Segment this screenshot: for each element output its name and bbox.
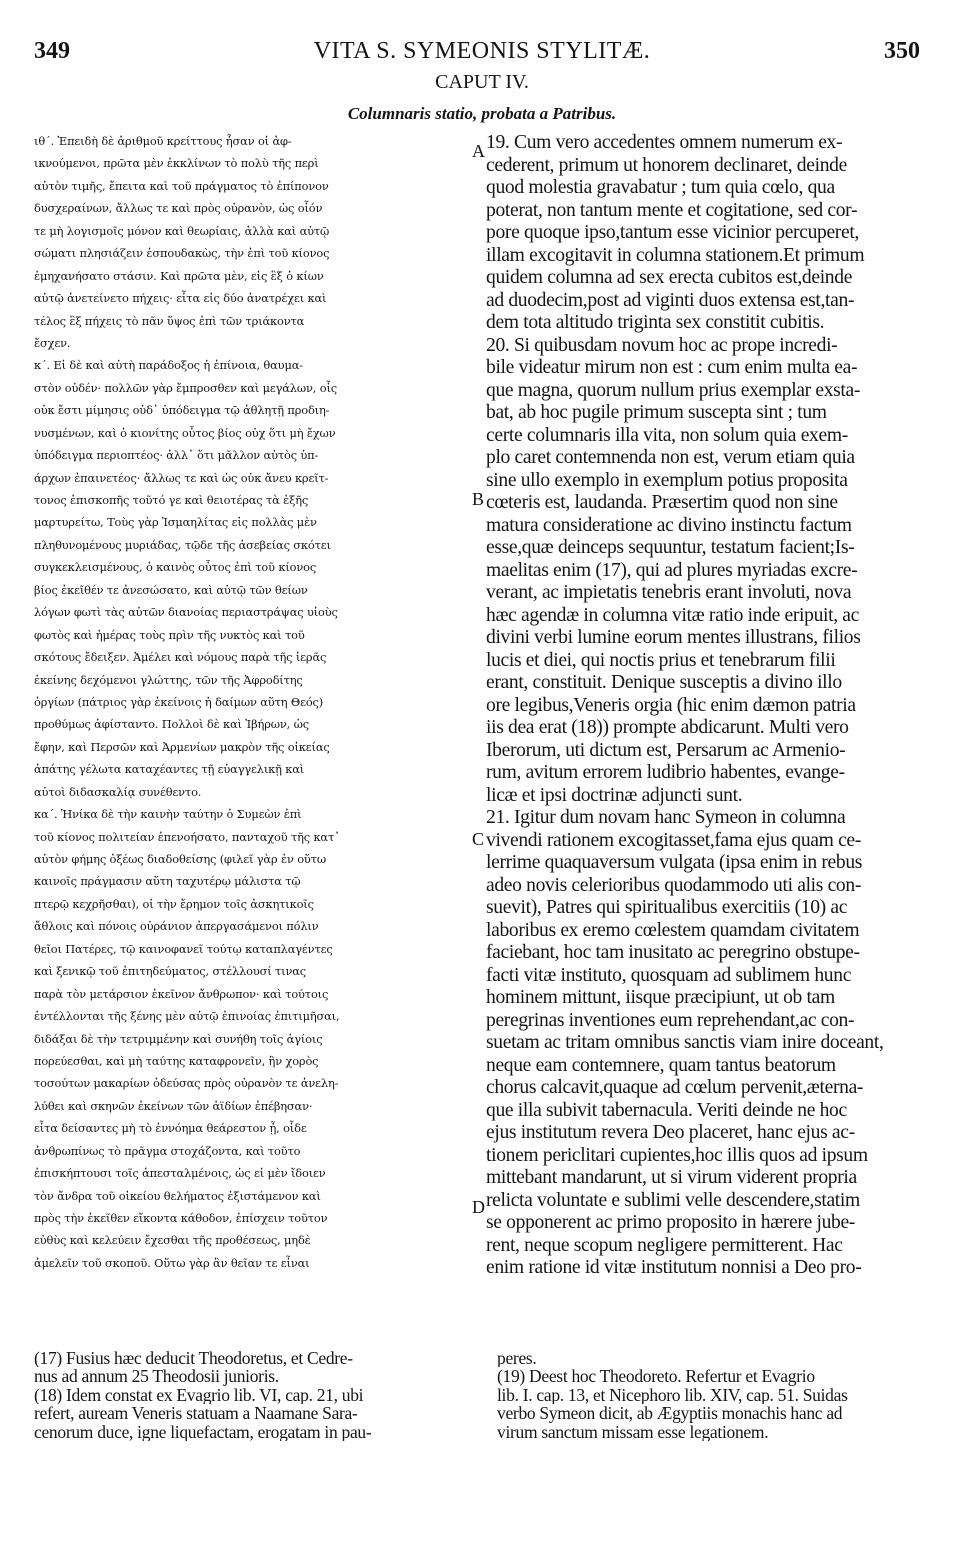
margin-marker-d: D	[472, 1197, 485, 1217]
latin-text-line: vivendi rationem excogitasset,fama ejus quam ce-	[486, 829, 861, 851]
latin-text-line: laboribus ex eremo cœlestem quamdam civitatem	[486, 919, 860, 941]
greek-text-line: οὐκ ἔστι μίμησις οὐδ᾽ ὑπόδειγμα τῷ ἀθλητῇ προδιη-	[34, 403, 330, 418]
greek-text-line: τοῦ κίονος πολιτείαν ἐπενοήσατο, πανταχοῦ τῆς κατ᾽	[34, 829, 340, 844]
latin-text-line: facti vitæ instituto, quosquam ad sublimem hunc	[486, 964, 852, 986]
greek-text-line: τε μὴ λογισμοῖς μόνον καὶ θεωρίαις, ἀλλὰ καὶ αὐτῷ	[34, 223, 330, 238]
chapter-subtitle: Columnaris statio, probata a Patribus.	[347, 104, 617, 123]
footnote-line: nus ad annum 25 Theodosii junioris.	[34, 1367, 279, 1386]
greek-text-line: μαρτυρείτω, Τοὺς γὰρ Ἰσμαηλίτας εἰς πολλὰς μὲν	[34, 515, 317, 530]
greek-text-line: προθύμως ἀφίσταντο. Πολλοὶ δὲ καὶ Ἰβήρων, ὡς	[34, 717, 309, 732]
greek-text-line: ἔφην, καὶ Περσῶν καὶ Ἀρμενίων μακρὸν τῆς οἰκείας	[34, 739, 330, 754]
chapter-title: CAPUT IV.	[435, 71, 529, 93]
greek-text-line: τοσούτων μακαρίων ὁδεύσας πρὸς οὐρανὸν τε ἀνελη-	[34, 1076, 339, 1091]
footnote-line: virum sanctum missam esse legationem.	[497, 1422, 769, 1441]
latin-text-line: esse,quæ deinceps sequuntur, testatum facient;Is-	[486, 537, 855, 558]
greek-text-line: ὀργίων (πάτριος γὰρ ἐκείνοις ἡ δαίμων αὕτη Θεός)	[34, 694, 324, 709]
greek-text-line: διδάξαι δὲ τὴν τετριμμένην καὶ συνήθη τοῖς ἁγίοις	[34, 1031, 323, 1046]
latin-text-line: 21. Igitur dum novam hanc Symeon in columna	[486, 807, 846, 828]
greek-text-line: ἐπισκήπτουσι τοῖς ἀπεσταλμένοις, ὡς εἰ μὲν ἴδοιεν	[34, 1166, 326, 1181]
latin-text-line: pore quoque ipso,tantum esse vicinior percuperet,	[486, 222, 859, 243]
footnote-line: (19) Deest hoc Theodoreto. Refertur et Evagrio	[497, 1367, 815, 1386]
greek-text-line: λύθει καὶ σκηνῶν ἐκείνων τῶν ἀϊδίων ἐπέβησαν·	[34, 1098, 313, 1113]
greek-text-line: ἄθλοις καὶ πόνοις οὐράνιον ἀπεργασάμενοι πόλιν	[34, 919, 319, 934]
greek-text-line: ἀνθρωπίνως τὸ πρᾶγμα στοχάζοντα, καὶ τοῦτο	[34, 1143, 301, 1158]
greek-text-line: ἀπάτης γέλωτα καταχέαντες τῇ εὐαγγελικῇ καὶ	[34, 762, 305, 777]
greek-text-line: εὐθὺς καὶ κελεύειν ἔχεσθαι τῆς προθέσεως, μηδὲ	[34, 1233, 311, 1248]
page-number-left: 349	[34, 38, 70, 64]
greek-text-line: τονος ἐπισκοπῆς τοῦτό γε καὶ θειοτέρας τὰ ἑξῆς	[34, 493, 309, 507]
latin-text-line: bile videatur mirum non est : cum enim multa ea-	[486, 357, 858, 378]
greek-text-line: λόγων φωτὶ τὰς αὐτῶν διανοίας περιαστράψας υἱοὺς	[34, 605, 338, 620]
latin-text-line: quidem columna ad sex erecta cubitos est,deinde	[486, 267, 853, 288]
latin-text-line: illam excogitavit in columna stationem.Et primum	[486, 244, 865, 266]
footnote-line: lib. I. cap. 13, et Nicephoro lib. XIV, cap. 51. Suidas	[497, 1385, 848, 1405]
latin-text-line: peregrinas inventiones eum reprehendant,ac con-	[486, 1009, 855, 1031]
greek-text-line: κ΄. Εἰ δὲ καὶ αὐτὴ παράδοξος ἡ ἐπίνοια, θαυμα-	[34, 358, 303, 373]
footnote-line: cenorum duce, igne liquefactam, erogatam in pau-	[34, 1422, 372, 1441]
greek-text-line: πορεύεσθαι, καὶ μὴ ταύτης καταφρονεῖν, ἣν χορὸς	[34, 1053, 319, 1068]
latin-text-line: lerrime quaquaversum vulgata (ipsa enim in rebus	[486, 852, 863, 873]
latin-text-line: 20. Si quibusdam novum hoc ac prope incredi-	[486, 334, 838, 356]
greek-text-line: καινοῖς πράγμασιν αὕτη ταχυτέρῳ μάλιστα τῷ	[34, 874, 301, 889]
latin-text-line: iis dea erat (18)) prompte abdicarunt. Multi vero	[486, 717, 849, 738]
latin-text-line: licæ et ipsi doctrinæ adjuncti sunt.	[486, 784, 743, 806]
footnotes-right	[497, 1349, 937, 1441]
latin-text-line: ore legibus,Veneris orgia (hic enim dæmon patria	[486, 694, 856, 716]
margin-marker-c: C	[472, 829, 485, 849]
latin-text-line: que illa subivit tabernacula. Veriti deinde ne hoc	[486, 1099, 847, 1121]
latin-text-line: faciebant, hoc tam inusitato ac peregrino obstupe-	[486, 942, 860, 963]
latin-text-line: sine ullo exemplo in exemplum potius proposita	[486, 469, 848, 491]
greek-text-line: αὐτοὶ διδασκαλίᾳ συνέθεντο.	[34, 784, 202, 799]
greek-column	[34, 130, 470, 1274]
footnote-line: verbo Symeon dicit, ab Ægyptiis monachis hanc ad	[497, 1404, 843, 1423]
greek-text-line: ἐντέλλονται τῆς ξένης μὲν αὐτῷ ἐπινοίας ἐπιτιμῆσαι,	[34, 1009, 340, 1024]
greek-text-line: βίος ἐκεῖθέν τε ἀνεσώσατο, καὶ αὐτῷ τῶν θείων	[34, 582, 308, 597]
footnote-line: (18) Idem constat ex Evagrio lib. VI, cap. 21, ubi	[34, 1385, 364, 1405]
footnote-line: refert, auream Veneris statuam a Naamane Sara-	[34, 1404, 358, 1423]
greek-text-line: ἐμηχανήσατο στάσιν. Καὶ πρῶτα μὲν, εἰς ἓξ ὁ κίων	[34, 268, 324, 283]
latin-text-line: 19. Cum vero accedentes omnem numerum ex-	[486, 132, 843, 153]
latin-column	[486, 132, 930, 1280]
latin-text-line: lucis et diei, qui noctis prius et tenebrarum filii	[486, 649, 836, 671]
greek-text-line: σκότους ἔδειξεν. Ἀμέλει καὶ νόμους παρὰ τῆς ἱερᾶς	[34, 650, 327, 665]
greek-text-line: αὐτῷ ἀνετείνετο πήχεις· εἶτα εἰς δύο ἀνατρέχει καὶ	[34, 291, 327, 306]
latin-text-line: divini verbi lumine eorum mentes illustrans, filios	[486, 627, 861, 648]
latin-text-line: bat, ab hoc pugile primum suscepta sint ; tum	[486, 402, 827, 423]
latin-text-line: se opponerent ac primo proposito in hærere jube-	[486, 1212, 855, 1233]
greek-text-line: ιθ΄. Ἐπειδὴ δὲ ἀριθμοῦ κρείττους ἦσαν οἱ ἀφ-	[34, 134, 292, 148]
greek-text-line: ικνούμενοι, πρῶτα μὲν ἐκκλίνων τὸ πολὺ τῆς περὶ	[34, 156, 319, 171]
footnote-line: (17) Fusius hæc deducit Theodoretus, et Cedre-	[34, 1349, 353, 1368]
greek-text-line: πληθυνομένους μυριάδας, τῷδε τῆς ἀσεβείας σκότει	[34, 537, 331, 552]
latin-text-line: erant, constituit. Denique susceptis a divino illo	[486, 672, 842, 693]
latin-text-line: ad duodecim,post ad viginti duos extensa est,tan-	[486, 289, 855, 311]
latin-text-line: chorus calcavit,quaque ad cœlum pervenit,æterna-	[486, 1077, 864, 1098]
latin-text-line: matura consideratione ac divino instinctu factum	[486, 514, 852, 536]
latin-text-line: plo caret contemnenda non est, verum etiam quia	[486, 447, 855, 468]
greek-text-line: νυσμένων, καὶ ὁ κιονίτης οὗτος βίος οὐχ ὅτι μὴ ἔχων	[34, 425, 336, 440]
latin-text-line: cederent, primum ut honorem declinaret, deinde	[486, 154, 847, 176]
greek-text-line: παρὰ τὸν μετάρσιον ἐκεῖνον ἄνθρωπον· καὶ τούτοις	[34, 986, 329, 1001]
greek-text-line: άρχων ἐπαινετέος· ἄλλως τε καὶ ὡς οὐκ ἄνευ κρεῖτ-	[34, 470, 329, 485]
greek-text-line: τέλος ἓξ πήχεις τὸ πᾶν ὕψος ἐπὶ τῶν τριάκοντα	[34, 313, 305, 328]
greek-text-line: θεῖοι Πατέρες, τῷ καινοφανεῖ τούτῳ καταπλαγέντες	[34, 941, 333, 956]
latin-text-line: ejus institutum revera Deo placeret, hanc ejus ac-	[486, 1122, 855, 1143]
latin-text-line: adeo novis celerioribus quodammodo uti alis con-	[486, 874, 861, 896]
margin-marker-a: A	[472, 141, 485, 161]
greek-text-line: αὐτὸν τιμῆς, ἔπειτα καὶ τοῦ πράγματος τὸ ἐπίπονον	[34, 178, 329, 193]
greek-text-line: φωτὸς καὶ ἡμέρας τοὺς πρὶν τῆς νυκτὸς καὶ τοῦ	[34, 627, 305, 642]
greek-text-line: κα΄. Ἡνίκα δὲ τὴν καινὴν ταύτην ὁ Συμεὼν ἐπὶ	[34, 807, 302, 822]
greek-text-line: ἔσχεν.	[34, 335, 71, 350]
greek-text-line: δυσχεραίνων, ἄλλως τε καὶ πρὸς οὐρανὸν, ὡς οἷόν	[34, 201, 323, 216]
latin-text-line: tionem periclitari cupientes,hoc illis quos ad ipsum	[486, 1144, 868, 1166]
latin-text-line: relicta voluntate e sublimi velle descendere,statim	[486, 1189, 860, 1211]
latin-text-line: que magna, quorum nullum prius exemplar exsta-	[486, 379, 861, 401]
greek-text-line: πρὸς τὴν ἐκεῖθεν εἴκοντα κάθοδον, ἐπίσχειν τοῦτον	[34, 1211, 328, 1225]
greek-text-line: τὸν ἄνδρα τοῦ οἰκείου θελήματος ἐξιστάμενον καὶ	[34, 1188, 321, 1203]
page-number-right: 350	[884, 38, 920, 64]
latin-text-line: neque eam contemnere, quam tantus beatorum	[486, 1054, 836, 1076]
greek-text-line: συγκεκλεισμένους, ὁ καινὸς οὗτος ἐπὶ τοῦ κίονος	[34, 560, 317, 575]
latin-text-line: verant, ac impietatis tenebris erant involuti, nova	[486, 582, 852, 603]
latin-text-line: certe columnaris illa vita, non solum quia exem-	[486, 424, 848, 446]
greek-text-line: στὸν οὐδέν· πολλῶν γὰρ ἔμπροσθεν καὶ μεγάλων, οἷς	[34, 380, 337, 395]
latin-text-line: cœteris est, laudanda. Præsertim quod non sine	[486, 492, 838, 513]
greek-text-line: καὶ ξενικῷ τοῦ ἐπιτηδεύματος, στέλλουσί τινας	[34, 964, 307, 979]
footnotes-left	[34, 1349, 474, 1441]
latin-text-line: hæc agendæ in columna vitæ ratio inde eripuit, ac	[486, 604, 859, 626]
latin-text-line: Iberorum, uti dictum est, Persarum ac Armenio-	[486, 739, 846, 761]
latin-text-line: enim ratione id vitæ institutum nonnisi a Deo pro-	[486, 1257, 862, 1278]
greek-text-line: πτερῷ κεχρῆσθαι), οἱ τὴν ἔρημον τοῖς ἀσκητικοῖς	[34, 896, 314, 911]
greek-text-line: σώματι πλησιάζειν ἐσπουδακὼς, τὴν ἐπὶ τοῦ κίονος	[34, 246, 330, 261]
latin-text-line: suevit), Patres qui spiritualibus exercitiis (10) ac	[486, 897, 848, 918]
latin-text-line: suetam ac tritam omnibus sanctis viam inire doceant,	[486, 1032, 884, 1053]
greek-text-line: ἐκείνης δεχόμενοι γλώττης, τῶν τῆς Ἀφροδίτης	[34, 672, 303, 687]
greek-text-line: ὑπόδειγμα περιοπτέος· ἀλλ᾽ ὅτι μᾶλλον αὐτὸς ὑπ-	[34, 448, 319, 463]
latin-text-line: rent, neque scopum negligere permitterent. Hac	[486, 1234, 843, 1256]
greek-text-line: ἀμελεῖν τοῦ σκοποῦ. Οὕτω γὰρ ἂν θεῖαν τε εἶναι	[34, 1255, 310, 1270]
latin-text-line: mittebant mandarunt, ut si virum viderent propria	[486, 1167, 857, 1188]
greek-text-line: εἶτα δείσαντες μὴ τὸ ἐννόημα θεάρεστον ᾖ, οἷδε	[34, 1121, 307, 1136]
latin-text-line: poterat, non tantum mente et cogitatione, sed cor-	[486, 199, 858, 221]
latin-text-line: dem tota altitudo triginta sex constitit cubitis.	[486, 312, 825, 333]
latin-text-line: hominem mittunt, iisque præcipiunt, ut ob tam	[486, 987, 835, 1008]
greek-text-line: αὐτὸν φήμης ὀξέως διαδοθείσης (φιλεῖ γὰρ ἐν οὕτω	[34, 852, 326, 866]
latin-text-line: rum, avitum errorem ludibrio habentes, evange-	[486, 762, 845, 783]
latin-text-line: quod molestia gravabatur ; tum quia cœlo, qua	[486, 177, 835, 198]
margin-marker-b: B	[472, 489, 485, 509]
footnote-line: peres.	[497, 1349, 537, 1368]
latin-text-line: maelitas enim (17), qui ad plures myriadas excre-	[486, 559, 858, 581]
running-title: VITA S. SYMEONIS STYLITÆ.	[313, 38, 651, 64]
